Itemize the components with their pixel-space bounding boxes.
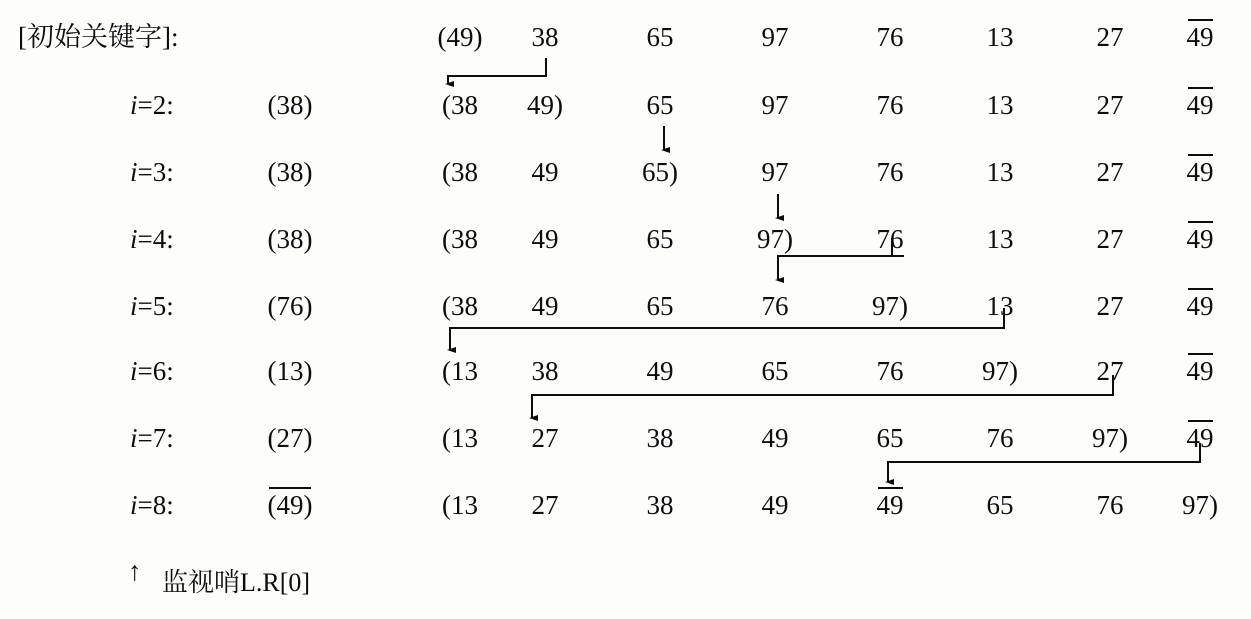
value-cell: 38 <box>531 356 559 386</box>
value-cell: 76 <box>876 90 904 120</box>
value-cell: 76 <box>761 291 789 321</box>
up-arrow-icon: ↑ <box>128 556 142 586</box>
value-cell: 49 <box>1186 157 1214 187</box>
value-cell: 13 <box>986 157 1014 187</box>
value-cell: 27 <box>1096 90 1124 120</box>
value-cell: 27 <box>1096 22 1124 52</box>
value-cell: 97 <box>761 90 789 120</box>
value-cell: 49 <box>531 224 559 254</box>
value-cell: 49 <box>1186 90 1214 120</box>
trace-row <box>0 411 1251 463</box>
value-cell: 76 <box>876 224 904 254</box>
value-cell: 49 <box>876 490 904 520</box>
trace-row <box>0 212 1251 264</box>
value-cell: 97) <box>1182 490 1218 520</box>
iteration-label: i=6: <box>130 356 174 386</box>
initial-keys-label: [初始关键字]: <box>18 22 179 52</box>
value-cell: 65 <box>761 356 789 386</box>
sentinel-cell: (27) <box>267 423 313 453</box>
value-cell: 49 <box>646 356 674 386</box>
trace-row <box>0 78 1251 130</box>
value-cell: 97 <box>761 22 789 52</box>
sentinel-cell: (38) <box>267 157 313 187</box>
value-cell: 65 <box>986 490 1014 520</box>
value-cell: 76 <box>876 356 904 386</box>
value-cell: 76 <box>876 22 904 52</box>
value-cell: 49 <box>1186 291 1214 321</box>
value-cell: 97) <box>757 224 793 254</box>
value-cell: 27 <box>1096 291 1124 321</box>
iteration-label: i=4: <box>130 224 174 254</box>
value-cell: 49 <box>1186 356 1214 386</box>
trace-row <box>0 145 1251 197</box>
value-cell: 49 <box>531 157 559 187</box>
value-cell: (38 <box>442 224 478 254</box>
value-cell: 49 <box>1186 22 1214 52</box>
value-cell: 65 <box>646 90 674 120</box>
trace-row <box>0 478 1251 530</box>
value-cell: 49 <box>761 490 789 520</box>
iteration-label: i=8: <box>130 490 174 520</box>
value-cell: 49 <box>761 423 789 453</box>
value-cell: 38 <box>531 22 559 52</box>
value-cell: 76 <box>986 423 1014 453</box>
trace-row <box>0 344 1251 396</box>
value-cell: 97) <box>1092 423 1128 453</box>
trace-row <box>0 279 1251 331</box>
value-cell: 76 <box>1096 490 1124 520</box>
value-cell: 13 <box>986 90 1014 120</box>
value-cell: (38 <box>442 157 478 187</box>
sentinel-cell: (38) <box>267 90 313 120</box>
value-cell: 27 <box>1096 356 1124 386</box>
value-cell: 38 <box>646 490 674 520</box>
value-cell: (13 <box>442 356 478 386</box>
value-cell: 76 <box>876 157 904 187</box>
value-cell: (13 <box>442 423 478 453</box>
value-cell: 49 <box>1186 423 1214 453</box>
trace-row <box>0 10 1251 62</box>
value-cell: 27 <box>531 423 559 453</box>
sentinel-cell: (38) <box>267 224 313 254</box>
value-cell: 65 <box>876 423 904 453</box>
value-cell: 49) <box>527 90 563 120</box>
sentinel-cell: (13) <box>267 356 313 386</box>
value-cell: 49 <box>1186 224 1214 254</box>
value-cell: 97) <box>872 291 908 321</box>
iteration-label: i=2: <box>130 90 174 120</box>
value-cell: 38 <box>646 423 674 453</box>
sentinel-footnote <box>0 556 1251 602</box>
value-cell: 13 <box>986 22 1014 52</box>
value-cell: (38 <box>442 90 478 120</box>
value-cell: 13 <box>986 291 1014 321</box>
value-cell: 97 <box>761 157 789 187</box>
value-cell: 49 <box>531 291 559 321</box>
value-cell: (49) <box>437 22 483 52</box>
value-cell: 65 <box>646 291 674 321</box>
iteration-label: i=5: <box>130 291 174 321</box>
iteration-label: i=7: <box>130 423 174 453</box>
value-cell: 97) <box>982 356 1018 386</box>
value-cell: (38 <box>442 291 478 321</box>
sentinel-footnote-label: 监视哨L.R[0] <box>162 568 311 597</box>
value-cell: 65 <box>646 224 674 254</box>
value-cell: 13 <box>986 224 1014 254</box>
sentinel-cell: (49) <box>267 490 313 520</box>
value-cell: 27 <box>531 490 559 520</box>
sentinel-cell: (76) <box>267 291 313 321</box>
value-cell: 65 <box>646 22 674 52</box>
value-cell: 27 <box>1096 157 1124 187</box>
value-cell: 65) <box>642 157 678 187</box>
value-cell: (13 <box>442 490 478 520</box>
iteration-label: i=3: <box>130 157 174 187</box>
value-cell: 27 <box>1096 224 1124 254</box>
